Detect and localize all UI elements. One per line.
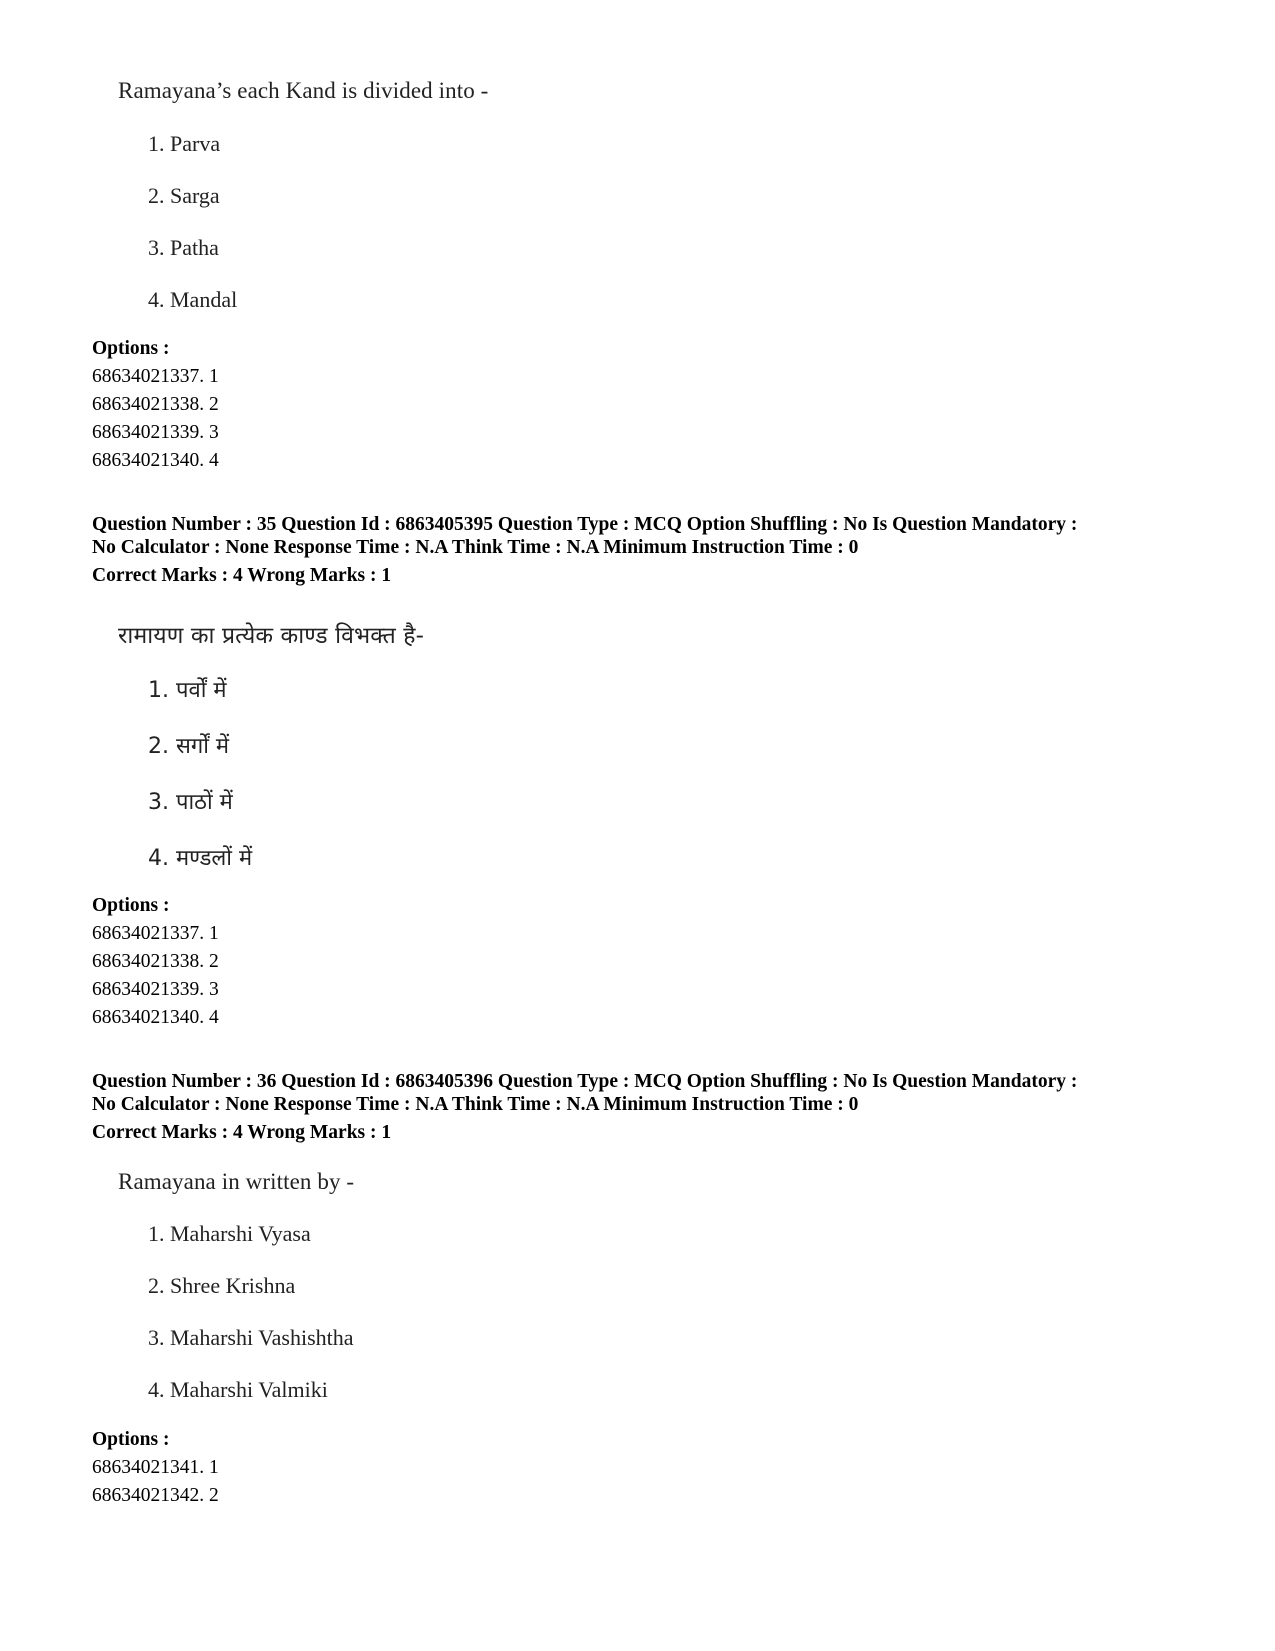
option-item: 68634021337. 1 bbox=[92, 923, 219, 944]
choice-4: 4. मण्डलों में bbox=[148, 846, 253, 871]
choice-1: 1. पर्वों में bbox=[148, 678, 227, 703]
choice-4: 4. Maharshi Valmiki bbox=[148, 1377, 328, 1402]
question-meta-line1: Question Number : 35 Question Id : 6863405395 Question Type : MCQ Option Shuffling : No Is Question Mandatory : bbox=[92, 514, 1078, 535]
question-meta-line2: No Calculator : None Response Time : N.A Think Time : N.A Minimum Instruction Time : 0 bbox=[92, 1094, 859, 1115]
choice-1: 1. Parva bbox=[148, 131, 221, 156]
options-label: Options : bbox=[92, 338, 170, 359]
choice-2: 2. सर्गों में bbox=[148, 734, 230, 759]
option-item: 68634021338. 2 bbox=[92, 394, 219, 415]
choice-2: 2. Sarga bbox=[148, 183, 220, 208]
question-marks: Correct Marks : 4 Wrong Marks : 1 bbox=[92, 565, 392, 586]
question-meta-line1: Question Number : 36 Question Id : 6863405396 Question Type : MCQ Option Shuffling : No Is Question Mandatory : bbox=[92, 1071, 1078, 1092]
option-item: 68634021339. 3 bbox=[92, 979, 219, 1000]
question-marks: Correct Marks : 4 Wrong Marks : 1 bbox=[92, 1122, 392, 1143]
choice-3: 3. पाठों में bbox=[148, 790, 233, 815]
option-item: 68634021340. 4 bbox=[92, 1007, 219, 1028]
option-item: 68634021340. 4 bbox=[92, 450, 219, 471]
option-item: 68634021341. 1 bbox=[92, 1457, 219, 1478]
choice-2: 2. Shree Krishna bbox=[148, 1273, 296, 1298]
options-label: Options : bbox=[92, 895, 170, 916]
question-meta-line2: No Calculator : None Response Time : N.A Think Time : N.A Minimum Instruction Time : 0 bbox=[92, 537, 859, 558]
question-stem: Ramayana in written by - bbox=[118, 1169, 355, 1194]
choice-4: 4. Mandal bbox=[148, 287, 238, 312]
option-item: 68634021339. 3 bbox=[92, 422, 219, 443]
choice-3: 3. Patha bbox=[148, 235, 219, 260]
choice-3: 3. Maharshi Vashishtha bbox=[148, 1325, 354, 1350]
question-stem: Ramayana’s each Kand is divided into - bbox=[118, 78, 489, 103]
option-item: 68634021342. 2 bbox=[92, 1485, 219, 1506]
question-stem: रामायण का प्रत्येक काण्ड विभक्त है- bbox=[118, 623, 424, 649]
option-item: 68634021337. 1 bbox=[92, 366, 219, 387]
choice-1: 1. Maharshi Vyasa bbox=[148, 1221, 311, 1246]
options-label: Options : bbox=[92, 1429, 170, 1450]
option-item: 68634021338. 2 bbox=[92, 951, 219, 972]
